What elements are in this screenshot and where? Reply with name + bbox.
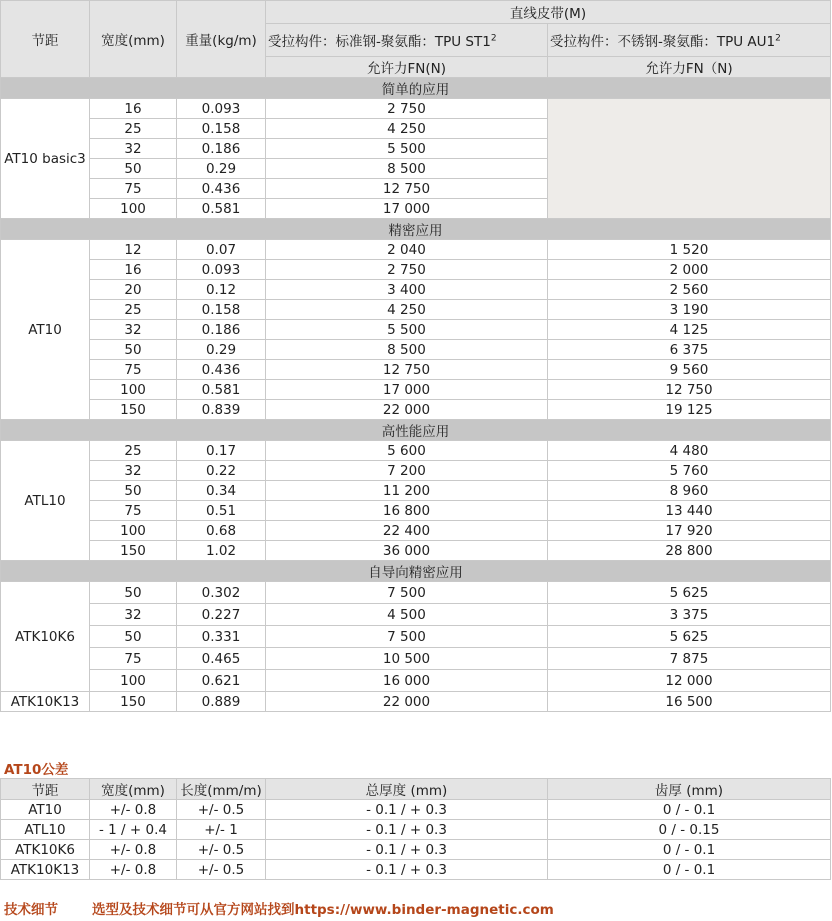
tolerance-cell: AT10 bbox=[1, 800, 90, 820]
table-row bbox=[1, 240, 831, 260]
weight-cell: 1.02 bbox=[177, 541, 266, 561]
tolerance-cell: +/- 0.5 bbox=[177, 840, 266, 860]
table-row bbox=[1, 501, 831, 521]
pitch-cell: ATK10K6 bbox=[1, 582, 90, 692]
width-cell: 150 bbox=[90, 541, 177, 561]
pitch-cell: ATL10 bbox=[1, 441, 90, 561]
table-row bbox=[1, 380, 831, 400]
width-cell: 75 bbox=[90, 648, 177, 670]
table-row bbox=[1, 626, 831, 648]
table-row bbox=[1, 582, 831, 604]
width-cell: 32 bbox=[90, 604, 177, 626]
header-col-standard: 受拉构件：标准钢-聚氨酯：TPU $ST1^2$ bbox=[266, 24, 548, 57]
width-cell: 25 bbox=[90, 300, 177, 320]
force-standard-cell: 11 200 bbox=[266, 481, 548, 501]
tolerance-cell: - 1 / + 0.4 bbox=[90, 820, 177, 840]
force-standard-cell: 16 800 bbox=[266, 501, 548, 521]
tolerance-header-cell: 总厚度 (mm) bbox=[266, 779, 548, 800]
force-stainless-cell: 7 875 bbox=[548, 648, 831, 670]
pitch-cell: AT10 bbox=[1, 240, 90, 420]
tolerance-header-cell: 长度(mm/m) bbox=[177, 779, 266, 800]
weight-cell: 0.29 bbox=[177, 340, 266, 360]
weight-cell: 0.621 bbox=[177, 670, 266, 692]
width-cell: 100 bbox=[90, 670, 177, 692]
width-cell: 50 bbox=[90, 626, 177, 648]
force-standard-cell: 12 750 bbox=[266, 360, 548, 380]
table-row bbox=[1, 99, 831, 119]
force-stainless-cell: 19 125 bbox=[548, 400, 831, 420]
weight-cell: 0.581 bbox=[177, 199, 266, 219]
width-cell: 32 bbox=[90, 320, 177, 340]
weight-cell: 0.186 bbox=[177, 320, 266, 340]
weight-cell: 0.158 bbox=[177, 300, 266, 320]
tolerance-cell: ATK10K13 bbox=[1, 860, 90, 880]
force-standard-cell: 17 000 bbox=[266, 199, 548, 219]
table-row bbox=[1, 320, 831, 340]
force-standard-cell: 2 750 bbox=[266, 260, 548, 280]
width-cell: 32 bbox=[90, 139, 177, 159]
force-standard-cell: 4 500 bbox=[266, 604, 548, 626]
tolerance-cell: +/- 0.5 bbox=[177, 860, 266, 880]
tolerance-cell: 0 / - 0.1 bbox=[548, 860, 831, 880]
footer-label: 技术细节 bbox=[4, 902, 58, 918]
tolerance-row bbox=[1, 800, 831, 820]
width-cell: 50 bbox=[90, 159, 177, 179]
weight-cell: 0.158 bbox=[177, 119, 266, 139]
table-row bbox=[1, 280, 831, 300]
empty-cell bbox=[548, 99, 831, 219]
tolerance-header-cell: 宽度(mm) bbox=[90, 779, 177, 800]
tolerance-cell: 0 / - 0.1 bbox=[548, 800, 831, 820]
force-stainless-cell: 4 480 bbox=[548, 441, 831, 461]
tolerance-header-cell: 齿厚 (mm) bbox=[548, 779, 831, 800]
table-row bbox=[1, 441, 831, 461]
width-cell: 50 bbox=[90, 340, 177, 360]
force-standard-cell: 36 000 bbox=[266, 541, 548, 561]
force-stainless-cell: 5 625 bbox=[548, 582, 831, 604]
weight-cell: 0.093 bbox=[177, 260, 266, 280]
header-weight: 重量(kg/m) bbox=[177, 1, 266, 78]
footer bbox=[4, 898, 554, 918]
tolerance-cell: +/- 0.5 bbox=[177, 800, 266, 820]
force-stainless-cell: 2 000 bbox=[548, 260, 831, 280]
force-stainless-cell: 3 375 bbox=[548, 604, 831, 626]
table-row bbox=[1, 260, 831, 280]
section-title: 自导向精密应用 bbox=[1, 561, 831, 582]
force-standard-cell: 22 000 bbox=[266, 400, 548, 420]
table-row bbox=[1, 461, 831, 481]
force-standard-cell: 12 750 bbox=[266, 179, 548, 199]
tolerance-title: AT10公差 bbox=[4, 762, 69, 778]
table-row bbox=[1, 300, 831, 320]
tolerance-row bbox=[1, 860, 831, 880]
tolerance-cell: - 0.1 / + 0.3 bbox=[266, 860, 548, 880]
spec-table-header bbox=[1, 1, 831, 78]
tolerance-cell: +/- 0.8 bbox=[90, 840, 177, 860]
width-cell: 25 bbox=[90, 441, 177, 461]
force-stainless-cell: 3 190 bbox=[548, 300, 831, 320]
table-row bbox=[1, 541, 831, 561]
force-stainless-cell: 8 960 bbox=[548, 481, 831, 501]
header-force-stainless: 允许力FN（N) bbox=[548, 57, 831, 78]
width-cell: 25 bbox=[90, 119, 177, 139]
tolerance-cell: 0 / - 0.15 bbox=[548, 820, 831, 840]
weight-cell: 0.839 bbox=[177, 400, 266, 420]
tolerance-cell: ATL10 bbox=[1, 820, 90, 840]
table-row bbox=[1, 670, 831, 692]
section-row bbox=[1, 78, 831, 99]
weight-cell: 0.22 bbox=[177, 461, 266, 481]
header-width: 宽度(mm) bbox=[90, 1, 177, 78]
section-title: 简单的应用 bbox=[1, 78, 831, 99]
weight-cell: 0.12 bbox=[177, 280, 266, 300]
weight-cell: 0.186 bbox=[177, 139, 266, 159]
weight-cell: 0.68 bbox=[177, 521, 266, 541]
force-standard-cell: 10 500 bbox=[266, 648, 548, 670]
force-stainless-cell: 17 920 bbox=[548, 521, 831, 541]
force-standard-cell: 4 250 bbox=[266, 300, 548, 320]
width-cell: 150 bbox=[90, 400, 177, 420]
force-standard-cell: 7 200 bbox=[266, 461, 548, 481]
weight-cell: 0.34 bbox=[177, 481, 266, 501]
force-standard-cell: 2 040 bbox=[266, 240, 548, 260]
width-cell: 12 bbox=[90, 240, 177, 260]
tolerance-row bbox=[1, 820, 831, 840]
footer-note: 选型及技术细节可从官方网站找到 bbox=[92, 902, 295, 918]
force-standard-cell: 7 500 bbox=[266, 626, 548, 648]
tolerance-header-row bbox=[1, 779, 831, 800]
weight-cell: 0.093 bbox=[177, 99, 266, 119]
force-standard-cell: 8 500 bbox=[266, 340, 548, 360]
width-cell: 100 bbox=[90, 199, 177, 219]
weight-cell: 0.227 bbox=[177, 604, 266, 626]
tolerance-cell: - 0.1 / + 0.3 bbox=[266, 840, 548, 860]
tolerance-table bbox=[0, 778, 831, 880]
force-stainless-cell: 1 520 bbox=[548, 240, 831, 260]
table-row bbox=[1, 604, 831, 626]
section-row bbox=[1, 219, 831, 240]
force-standard-cell: 5 500 bbox=[266, 139, 548, 159]
weight-cell: 0.465 bbox=[177, 648, 266, 670]
weight-cell: 0.581 bbox=[177, 380, 266, 400]
weight-cell: 0.302 bbox=[177, 582, 266, 604]
force-stainless-cell: 5 760 bbox=[548, 461, 831, 481]
force-stainless-cell: 4 125 bbox=[548, 320, 831, 340]
pitch-cell: AT10 basic3 bbox=[1, 99, 90, 219]
force-stainless-cell: 28 800 bbox=[548, 541, 831, 561]
force-stainless-cell: 13 440 bbox=[548, 501, 831, 521]
width-cell: 20 bbox=[90, 280, 177, 300]
weight-cell: 0.51 bbox=[177, 501, 266, 521]
weight-cell: 0.436 bbox=[177, 179, 266, 199]
force-standard-cell: 4 250 bbox=[266, 119, 548, 139]
spec-table-body bbox=[1, 78, 831, 712]
width-cell: 16 bbox=[90, 99, 177, 119]
table-row bbox=[1, 481, 831, 501]
tolerance-cell: +/- 0.8 bbox=[90, 860, 177, 880]
weight-cell: 0.29 bbox=[177, 159, 266, 179]
force-standard-cell: 22 400 bbox=[266, 521, 548, 541]
force-stainless-cell: 6 375 bbox=[548, 340, 831, 360]
width-cell: 32 bbox=[90, 461, 177, 481]
table-row bbox=[1, 340, 831, 360]
section-row bbox=[1, 561, 831, 582]
table-row bbox=[1, 692, 831, 712]
force-stainless-cell: 12 000 bbox=[548, 670, 831, 692]
tolerance-body bbox=[1, 800, 831, 880]
width-cell: 75 bbox=[90, 179, 177, 199]
cell-w: 150 bbox=[90, 692, 177, 712]
force-stainless-cell: 12 750 bbox=[548, 380, 831, 400]
force-standard-cell: 7 500 bbox=[266, 582, 548, 604]
header-belt-type: 直线皮带(M) bbox=[266, 1, 831, 24]
force-standard-cell: 5 600 bbox=[266, 441, 548, 461]
section-title: 精密应用 bbox=[1, 219, 831, 240]
header-col-stainless: 受拉构件：不锈钢-聚氨酯：TPU $AU1^2$ bbox=[548, 24, 831, 57]
width-cell: 16 bbox=[90, 260, 177, 280]
tolerance-cell: +/- 0.8 bbox=[90, 800, 177, 820]
weight-cell: 0.436 bbox=[177, 360, 266, 380]
weight-cell: 0.17 bbox=[177, 441, 266, 461]
width-cell: 75 bbox=[90, 360, 177, 380]
tolerance-header-cell: 节距 bbox=[1, 779, 90, 800]
weight-cell: 0.331 bbox=[177, 626, 266, 648]
tolerance-cell: - 0.1 / + 0.3 bbox=[266, 820, 548, 840]
force-stainless-cell: 5 625 bbox=[548, 626, 831, 648]
section-title: 高性能应用 bbox=[1, 420, 831, 441]
tolerance-row bbox=[1, 840, 831, 860]
width-cell: 100 bbox=[90, 521, 177, 541]
width-cell: 50 bbox=[90, 481, 177, 501]
force-stainless-cell: 9 560 bbox=[548, 360, 831, 380]
width-cell: 100 bbox=[90, 380, 177, 400]
cell-f1: 22 000 bbox=[266, 692, 548, 712]
force-standard-cell: 16 000 bbox=[266, 670, 548, 692]
cell-pitch: ATK10K13 bbox=[1, 692, 90, 712]
force-stainless-cell: 2 560 bbox=[548, 280, 831, 300]
header-pitch: 节距 bbox=[1, 1, 90, 78]
table-row bbox=[1, 648, 831, 670]
cell-kg: 0.889 bbox=[177, 692, 266, 712]
table-row bbox=[1, 521, 831, 541]
width-cell: 75 bbox=[90, 501, 177, 521]
force-standard-cell: 2 750 bbox=[266, 99, 548, 119]
force-standard-cell: 5 500 bbox=[266, 320, 548, 340]
force-standard-cell: 17 000 bbox=[266, 380, 548, 400]
website-link[interactable]: https://www.binder-magnetic.com bbox=[294, 902, 554, 918]
section-row bbox=[1, 420, 831, 441]
tolerance-cell: - 0.1 / + 0.3 bbox=[266, 800, 548, 820]
tolerance-cell: 0 / - 0.1 bbox=[548, 840, 831, 860]
width-cell: 50 bbox=[90, 582, 177, 604]
tolerance-cell: ATK10K6 bbox=[1, 840, 90, 860]
cell-f2: 16 500 bbox=[548, 692, 831, 712]
table-row bbox=[1, 360, 831, 380]
weight-cell: 0.07 bbox=[177, 240, 266, 260]
force-standard-cell: 8 500 bbox=[266, 159, 548, 179]
tolerance-cell: +/- 1 bbox=[177, 820, 266, 840]
force-standard-cell: 3 400 bbox=[266, 280, 548, 300]
header-force-standard: 允许力FN(N) bbox=[266, 57, 548, 78]
table-row bbox=[1, 400, 831, 420]
